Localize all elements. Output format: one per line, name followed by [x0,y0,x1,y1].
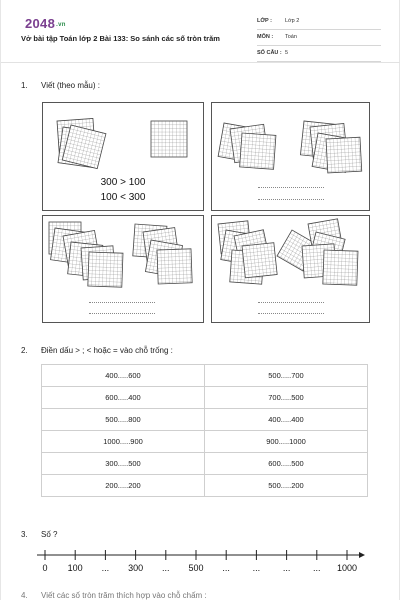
example-comparison-2: 100 < 300 [100,192,146,203]
question-1-heading [21,81,100,90]
exercise-panel-3 [211,215,370,323]
answer-dotted-line[interactable] [89,313,155,314]
logo-domain: .vn [56,21,66,28]
document-title: Vở bài tập Toán lớp 2 Bài 133: So sánh các số tròn trăm [21,34,220,43]
comparison-cell[interactable]: 300.....500 [42,453,205,475]
hundred-squares-figure [43,216,203,322]
number-line-label[interactable]: ... [282,563,291,573]
question-number: 2. [21,346,28,355]
meta-value: 5 [285,50,289,56]
question-number: 4. [21,591,28,600]
comparison-cell[interactable]: 1000.....900 [42,431,205,453]
arrow-head-icon [359,552,365,558]
table-row [42,409,368,431]
table-row [42,365,368,387]
meta-row-count [257,46,381,62]
table-row [42,453,368,475]
question-text: Số ? [41,530,58,539]
number-line-label[interactable]: ... [101,563,110,573]
answer-dotted-line[interactable] [258,187,324,188]
comparison-table [41,364,368,497]
answer-dotted-line[interactable] [89,302,155,303]
number-line-label[interactable]: ... [252,563,261,573]
number-line-label[interactable]: ... [162,563,170,573]
example-comparison-1: 300 > 100 [100,177,146,188]
comparison-cell[interactable]: 400.....400 [205,409,368,431]
number-line-label: 500 [188,563,204,573]
exercise-panel-2 [42,215,204,323]
comparison-cell[interactable]: 700.....500 [205,387,368,409]
number-line-label[interactable]: ... [222,563,230,573]
question-2-heading [21,346,173,355]
number-line-label: 0 [42,563,48,573]
hundred-square [151,121,187,157]
question-3-heading [21,530,57,539]
meta-row-subject [257,30,381,46]
question-text: Viết các số tròn trăm thích hợp vào chỗ chấm : [41,591,207,600]
site-logo[interactable] [25,16,66,31]
meta-value: Lớp 2 [285,18,300,24]
comparison-cell[interactable]: 600.....500 [205,453,368,475]
number-line-label: 100 [67,563,83,573]
number-line [37,548,367,562]
comparison-cell[interactable]: 500.....700 [205,365,368,387]
hundred-squares-figure [212,103,369,210]
comparison-cell[interactable]: 400.....600 [42,365,205,387]
meta-key: LỚP : [257,18,272,24]
comparison-cell[interactable]: 500.....200 [205,475,368,497]
comparison-cell[interactable]: 600.....400 [42,387,205,409]
table-row [42,475,368,497]
answer-dotted-line[interactable] [258,313,324,314]
meta-value: Toán [285,34,297,40]
table-row [42,431,368,453]
hundred-squares-figure [212,216,369,322]
meta-key: SỐ CÂU : [257,50,282,56]
question-text: Điền dấu > ; < hoặc = vào chỗ trống : [41,346,173,355]
exercise-panel-1 [211,102,370,211]
question-number: 1. [21,81,28,90]
meta-box [257,14,381,62]
answer-dotted-line[interactable] [258,302,324,303]
answer-dotted-line[interactable] [258,199,324,200]
meta-key: MÔN : [257,34,274,40]
logo-text: 2048 [25,16,56,31]
question-text: Viết (theo mẫu) : [41,81,100,90]
table-row [42,387,368,409]
meta-row-class [257,14,381,30]
number-line-label: 1000 [336,563,358,573]
question-number: 3. [21,530,28,539]
comparison-cell[interactable]: 200.....200 [42,475,205,497]
number-line-label[interactable]: ... [313,563,321,573]
question-4-heading [21,591,207,600]
number-line-label: 300 [128,563,144,573]
header-divider [1,62,400,63]
comparison-cell[interactable]: 500.....800 [42,409,205,431]
comparison-cell[interactable]: 900.....1000 [205,431,368,453]
example-panel [42,102,204,211]
